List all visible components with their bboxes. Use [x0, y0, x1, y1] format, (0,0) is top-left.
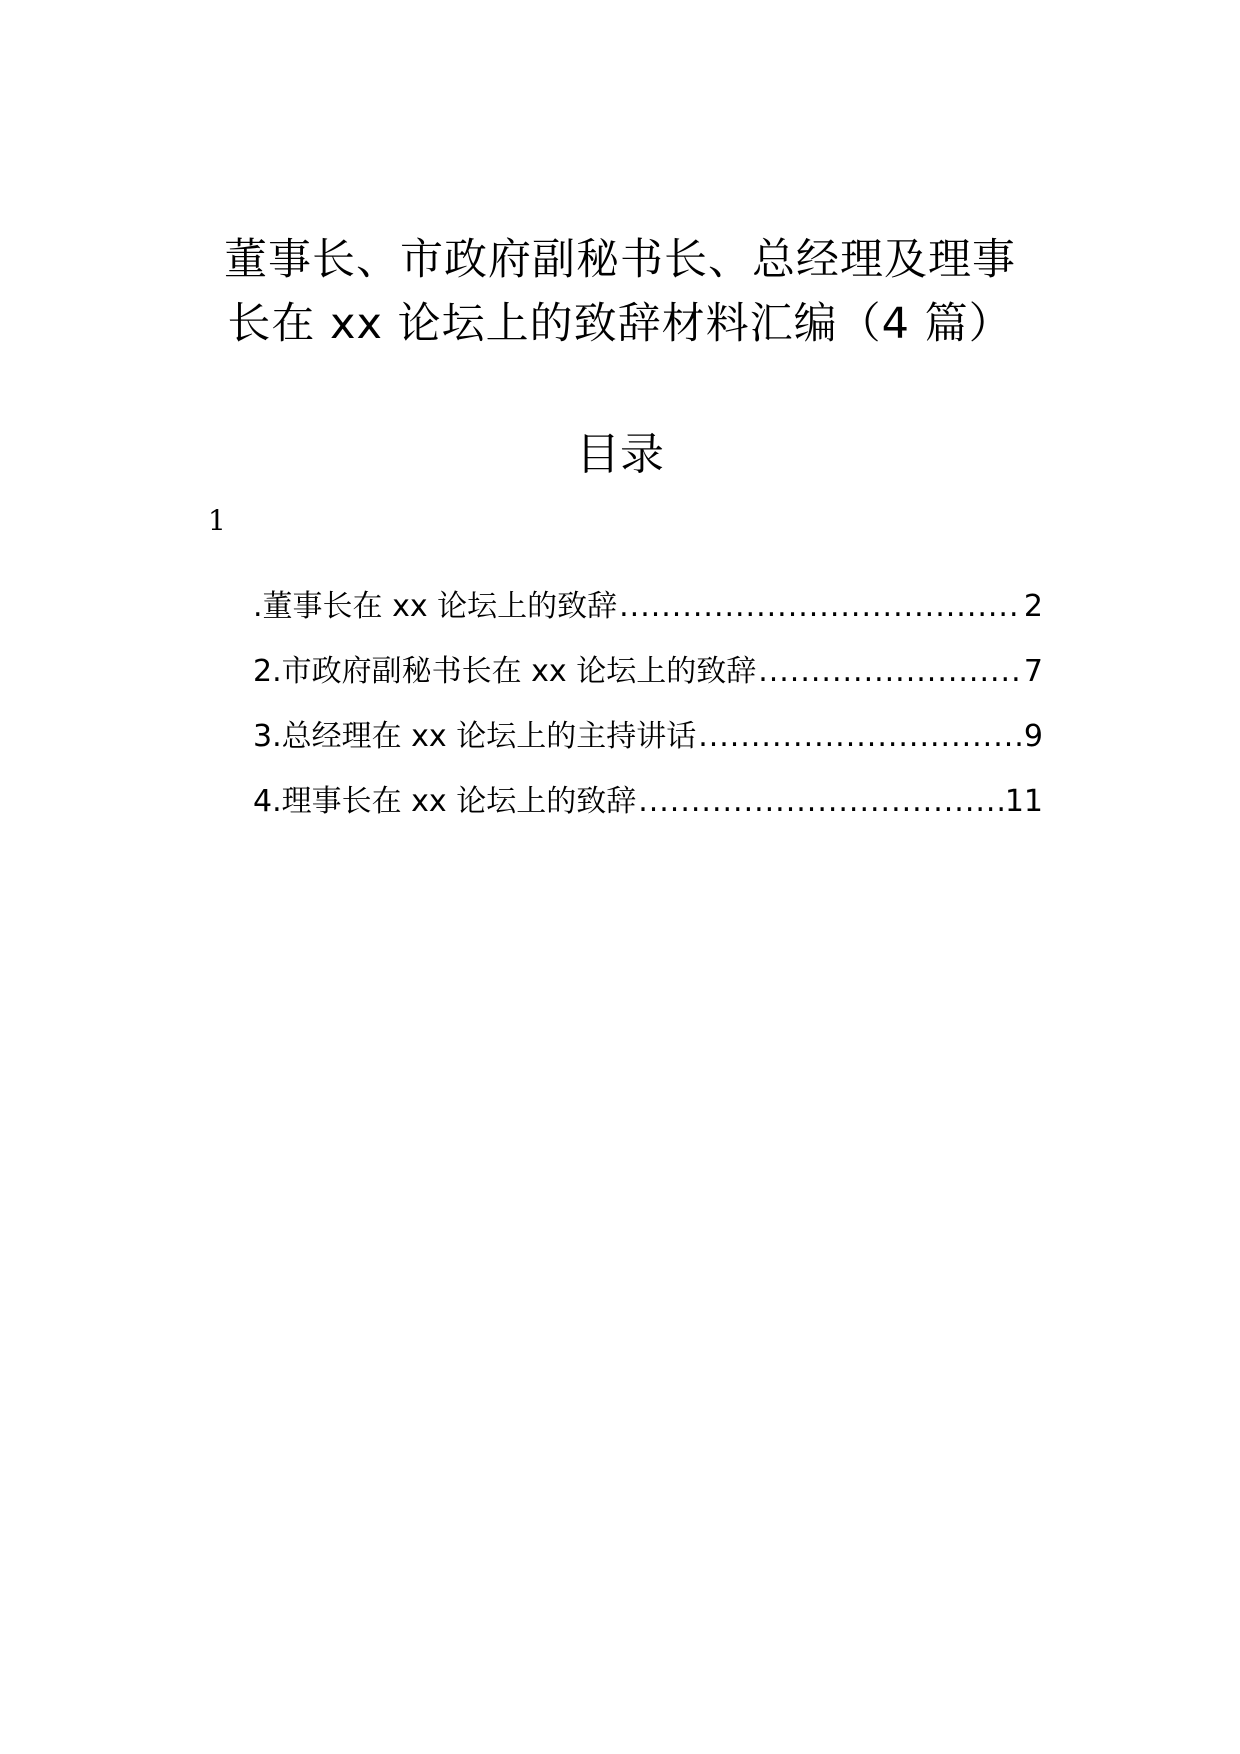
toc-dot-leader: [758, 652, 1022, 692]
toc-dot-leader: [638, 782, 1003, 822]
document-title-line-1: 董事长、市政府副秘书长、总经理及理事: [224, 235, 1016, 285]
toc-entry-title: 4.理事长在 xx 论坛上的致辞: [253, 784, 637, 819]
toc-entry-page: 9: [1023, 719, 1043, 754]
toc-entry-page: 2: [1023, 589, 1043, 624]
toc-heading: 目录: [576, 429, 664, 480]
toc-entry-title: 3.总经理在 xx 论坛上的主持讲话: [253, 719, 697, 754]
toc-entry-title: .董事长在 xx 论坛上的致辞: [253, 589, 618, 624]
toc-entry-2[interactable]: [253, 627, 1043, 692]
toc-entry-page: 7: [1023, 654, 1043, 689]
toc-entry-4[interactable]: [253, 757, 1043, 822]
toc-dot-leader: [619, 587, 1022, 627]
table-of-contents: [253, 562, 1043, 822]
toc-entry-title: 2.市政府副秘书长在 xx 论坛上的致辞: [253, 654, 757, 689]
toc-entry-1[interactable]: [253, 562, 1043, 627]
document-title-line-2: 长在 xx 论坛上的致辞材料汇编（4 篇）: [227, 299, 1013, 349]
toc-number-label: 1: [208, 504, 226, 537]
document-title: [150, 228, 1090, 356]
toc-entry-3[interactable]: [253, 692, 1043, 757]
toc-dot-leader: [698, 717, 1022, 757]
toc-entry-page: 11: [1004, 784, 1043, 819]
